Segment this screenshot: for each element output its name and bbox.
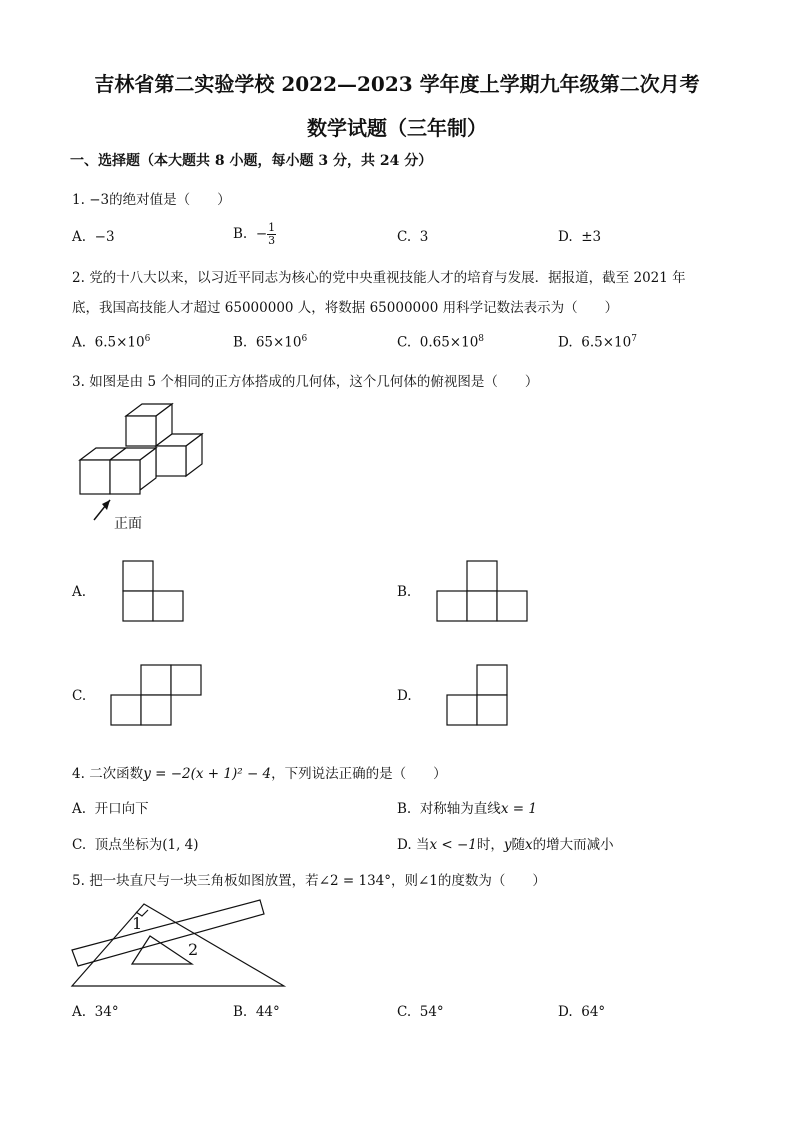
question-text: 的绝对值是（ ） (109, 192, 231, 208)
option-text: 34° (94, 1004, 119, 1020)
option-b (233, 1004, 280, 1020)
option-label: C. (397, 1004, 412, 1020)
front-label: 正面 (114, 516, 142, 532)
option-label: A. (72, 1004, 87, 1020)
question-1 (72, 188, 231, 208)
option-text: 44° (255, 1004, 280, 1020)
option-a (72, 1004, 119, 1020)
option-text: 顶点坐标为 (94, 837, 163, 853)
option-b (397, 797, 537, 817)
option-base: 6.5×10 (94, 334, 145, 351)
option-var-x: x (525, 837, 533, 853)
question-text: ，下列说法正确的是（ ） (271, 766, 447, 782)
option-base: 65×10 (255, 334, 302, 351)
option-a (72, 229, 115, 245)
option-b (233, 222, 276, 247)
option-label: D. (558, 229, 573, 245)
option-d (558, 229, 601, 245)
question-number: 5. (72, 873, 85, 889)
option-exponent: 6 (144, 334, 151, 344)
question-angle-1: ∠1 (418, 873, 438, 889)
fraction (267, 222, 276, 247)
option-a-figure (122, 560, 186, 624)
option-math: x < −1 (429, 837, 477, 853)
option-d (558, 334, 637, 351)
option-math: (1, 4) (162, 837, 199, 853)
option-text: 54° (419, 1004, 444, 1020)
option-label: D. (397, 837, 412, 853)
option-b (233, 334, 307, 351)
page-subtitle: 数学试题（三年制） (307, 116, 487, 140)
option-base: 6.5×10 (581, 334, 632, 351)
question-3 (72, 370, 538, 390)
question-number: 2. (72, 270, 85, 286)
option-c (397, 229, 428, 245)
page-title: 吉林省第二实验学校 2022—2023 学年度上学期九年级第二次月考 (94, 72, 700, 96)
option-exponent: 6 (301, 334, 308, 344)
option-sign: − (255, 226, 268, 242)
option-text: 3 (419, 229, 429, 245)
question-4 (72, 762, 447, 782)
option-text: 64° (581, 1004, 606, 1020)
option-b-figure (436, 560, 530, 624)
option-text: 的增大而减小 (532, 837, 614, 853)
question-2-line1 (72, 266, 686, 286)
option-label: A. (72, 334, 87, 351)
option-text: 开口向下 (94, 801, 149, 817)
option-math: x = 1 (500, 801, 537, 817)
question-text: 二次函数 (89, 766, 144, 782)
option-c (397, 1004, 444, 1020)
option-var-y: y (503, 837, 512, 853)
cubes-figure (72, 400, 212, 540)
question-text: 如图是由 5 个相同的正方体搭成的几何体，这个几何体的俯视图是（ ） (89, 374, 539, 390)
angle-label-1: 1 (132, 914, 143, 933)
option-a (72, 334, 150, 351)
option-c-figure (110, 664, 204, 728)
option-d (397, 833, 614, 853)
option-base: 0.65×10 (419, 334, 479, 351)
option-label: C. (397, 229, 412, 245)
option-d-figure (446, 664, 510, 728)
question-5 (72, 869, 546, 889)
option-b: B. (397, 584, 412, 600)
question-number: 1. (72, 192, 85, 208)
option-label: B. (233, 1004, 248, 1020)
option-label: C. (72, 837, 87, 853)
fraction-numerator: 1 (268, 221, 276, 234)
section-heading: 一、选择题（本大题共 8 小题，每小题 3 分，共 24 分） (70, 153, 433, 169)
ruler-triangle-figure (72, 900, 292, 992)
option-d (558, 1004, 605, 1020)
option-text: 随 (511, 837, 525, 853)
question-2-line2: 底，我国高技能人才超过 65000000 人，将数据 65000000 用科学记数法表示为（ ） (72, 300, 619, 316)
option-text: ±3 (581, 229, 602, 245)
question-angle-2: ∠2 = 134° (318, 873, 391, 889)
question-text: 党的十八大以来，以习近平同志为核心的党中央重视技能人才的培育与发展．据报道，截至 2021 年 (89, 270, 686, 286)
option-label: B. (233, 334, 248, 351)
option-text: 对称轴为直线 (419, 801, 501, 817)
question-number: 4. (72, 766, 85, 782)
question-number: 3. (72, 374, 85, 390)
option-c (397, 334, 484, 351)
question-text: 把一块直尺与一块三角板如图放置，若 (89, 873, 319, 889)
option-exponent: 8 (478, 334, 485, 344)
question-text: 的度数为（ ） (437, 873, 546, 889)
option-c: C. (72, 688, 87, 704)
angle-label-2: 2 (188, 940, 199, 959)
option-label: B. (233, 226, 248, 242)
option-label: B. (397, 801, 412, 817)
option-a (72, 797, 149, 817)
ruler (72, 900, 264, 966)
option-label: C. (397, 334, 412, 351)
option-text: 时， (476, 837, 504, 853)
option-label: D. (558, 334, 573, 351)
question-text: ，则 (391, 873, 418, 889)
option-label: A. (72, 229, 87, 245)
option-label: A. (72, 801, 87, 817)
option-c (72, 833, 199, 853)
option-text: −3 (94, 229, 115, 245)
option-a: A. (72, 584, 87, 600)
option-label: D. (558, 1004, 573, 1020)
question-formula: y = −2(x + 1)² − 4 (143, 766, 272, 782)
question-math: −3 (89, 192, 110, 208)
option-text: 当 (415, 837, 430, 853)
option-exponent: 7 (631, 334, 637, 344)
option-d: D. (397, 688, 412, 704)
fraction-denominator: 3 (268, 234, 276, 247)
